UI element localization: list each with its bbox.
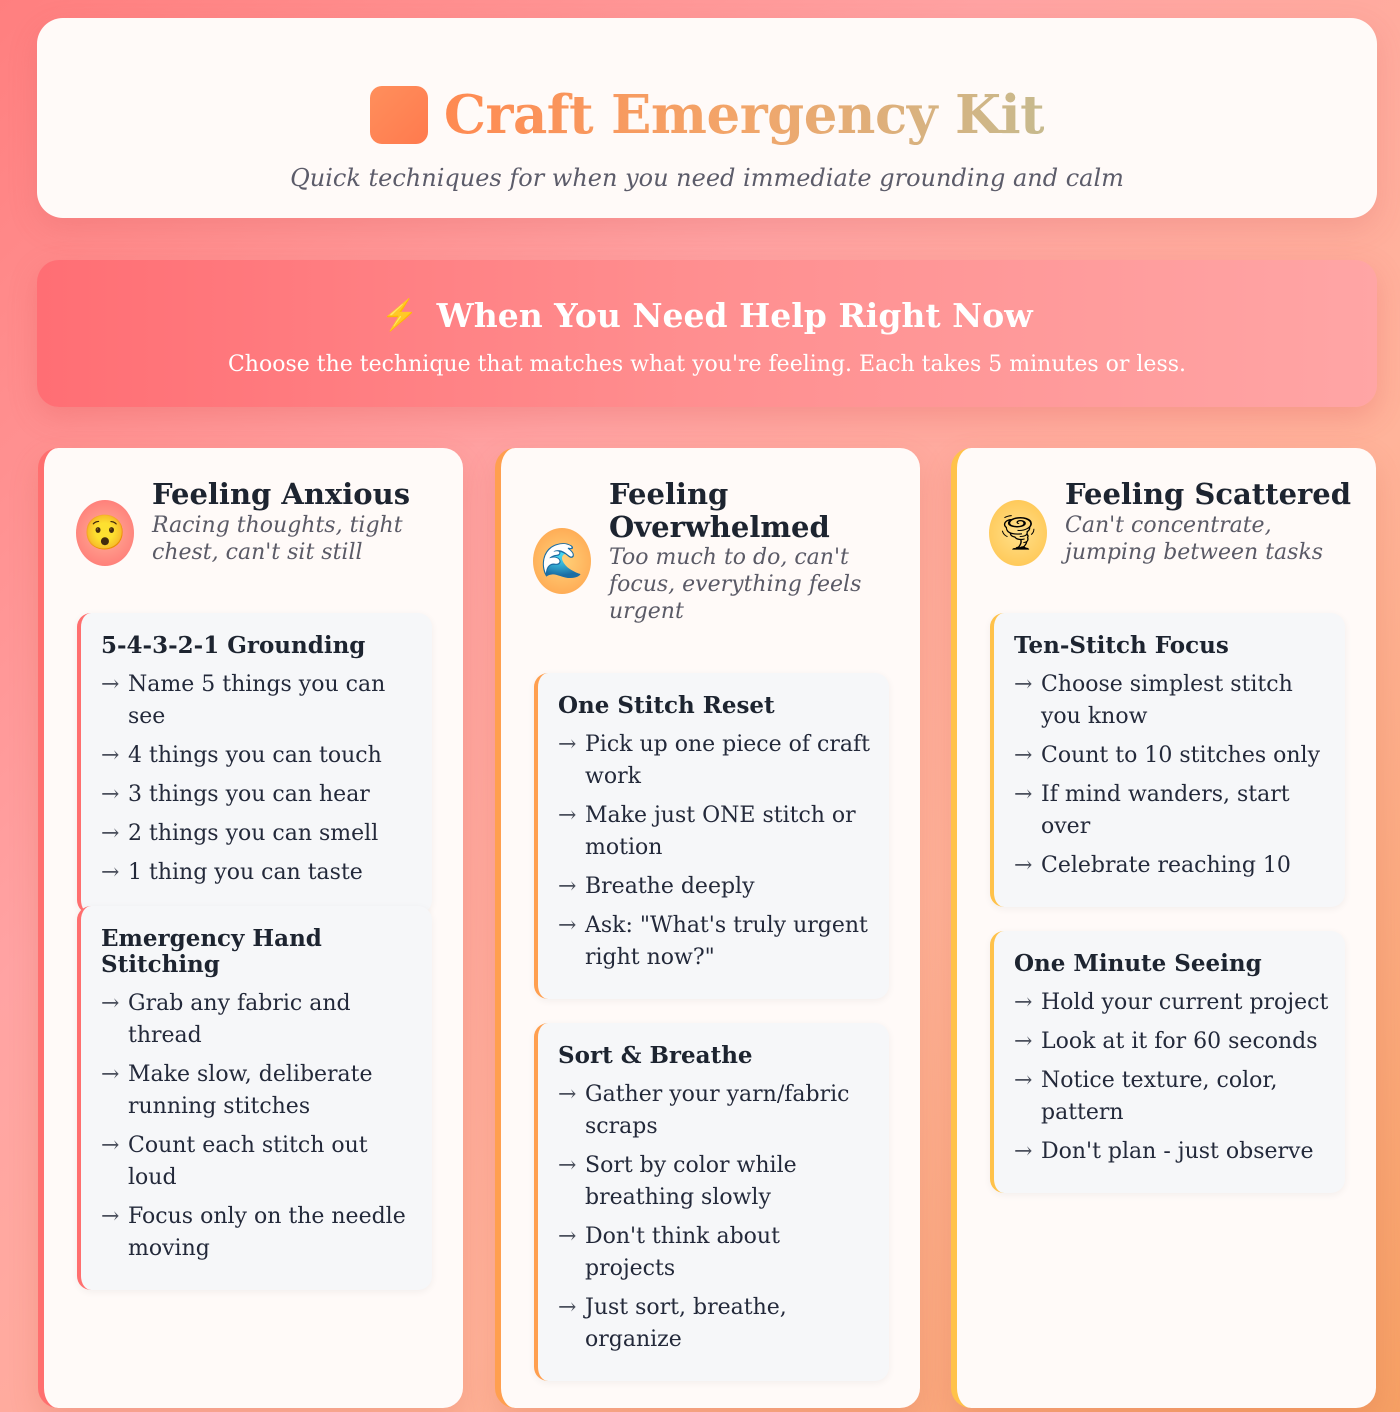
step-item [101, 988, 418, 1052]
step-text: 2 things you can smell [128, 821, 379, 846]
arrow-icon: → [1014, 782, 1033, 807]
step-text: Look at it for 60 seconds [1041, 1029, 1318, 1054]
step-item [101, 1130, 418, 1194]
technique-steps [101, 988, 418, 1265]
technique-steps [1014, 987, 1331, 1168]
banner-title: When You Need Help Right Now [436, 296, 1033, 335]
card-description: Racing thoughts, tight chest, can't sit still [152, 513, 403, 565]
lightning-icon: ⚡ [381, 298, 419, 333]
step-item [101, 857, 418, 889]
arrow-icon: → [1014, 1068, 1033, 1093]
technique-box [534, 673, 889, 999]
step-text: Name 5 things you can see [128, 672, 386, 729]
technique-box [990, 613, 1345, 907]
technique-box [77, 906, 432, 1290]
card-anxious [38, 448, 463, 1408]
page-title: Craft Emergency Kit [443, 84, 1045, 146]
arrow-icon: → [1014, 990, 1033, 1015]
arrow-icon: → [1014, 853, 1033, 878]
technique-title: Sort & Breathe [558, 1042, 753, 1069]
card-title: Feeling Scattered [1065, 477, 1352, 511]
card-description: Too much to do, can't focus, everything feels urgent [609, 545, 862, 624]
step-text: Gather your yarn/fabric scraps [585, 1082, 850, 1139]
craft-logo-icon [370, 86, 428, 144]
arrow-icon: → [101, 821, 120, 846]
step-item [558, 871, 875, 903]
step-text: Focus only on the needle moving [128, 1204, 406, 1261]
technique-box [990, 931, 1345, 1193]
step-item [101, 740, 418, 772]
technique-steps [101, 669, 418, 889]
card-scattered [951, 448, 1376, 1408]
technique-title: Ten-Stitch Focus [1014, 632, 1229, 659]
arrow-icon: → [1014, 743, 1033, 768]
step-text: Count to 10 stitches only [1041, 743, 1320, 768]
step-item [1014, 779, 1331, 843]
arrow-icon: → [101, 672, 120, 697]
arrow-icon: → [101, 991, 120, 1016]
step-text: Sort by color while breathing slowly [585, 1153, 797, 1210]
technique-title: Emergency Hand Stitching [101, 925, 322, 978]
step-text: Notice texture, color, pattern [1041, 1068, 1278, 1125]
step-item [558, 1150, 875, 1214]
arrow-icon: → [101, 743, 120, 768]
step-text: Choose simplest stitch you know [1041, 672, 1293, 729]
banner-text: Choose the technique that matches what you're feeling. Each takes 5 minutes or less. [227, 352, 1187, 377]
step-text: 1 thing you can taste [128, 860, 363, 885]
arrow-icon: → [1014, 672, 1033, 697]
step-text: Breathe deeply [585, 874, 755, 899]
help-banner [37, 260, 1377, 407]
step-text: Grab any fabric and thread [128, 991, 351, 1048]
title-row [37, 84, 1377, 146]
step-text: Ask: "What's truly urgent right now?" [585, 913, 868, 970]
step-item [101, 779, 418, 811]
arrow-icon: → [101, 1062, 120, 1087]
step-item [558, 800, 875, 864]
arrow-icon: → [1014, 1029, 1033, 1054]
technique-title: 5-4-3-2-1 Grounding [101, 632, 366, 659]
step-item [1014, 1065, 1331, 1129]
step-text: If mind wanders, start over [1041, 782, 1290, 839]
arrow-icon: → [558, 1082, 577, 1107]
banner-title-row [37, 296, 1377, 335]
step-item [101, 1201, 418, 1265]
step-text: Don't think about projects [585, 1224, 780, 1281]
technique-title: One Minute Seeing [1014, 950, 1262, 977]
arrow-icon: → [101, 1204, 120, 1229]
card-overwhelmed [495, 448, 920, 1408]
technique-box [534, 1023, 889, 1381]
step-text: Don't plan - just observe [1041, 1139, 1314, 1164]
arrow-icon: → [558, 1295, 577, 1320]
step-item [1014, 850, 1331, 882]
step-text: Pick up one piece of craft work [585, 732, 870, 789]
step-item [1014, 740, 1331, 772]
header-card [37, 18, 1377, 218]
step-item [101, 669, 418, 733]
arrow-icon: → [1014, 1139, 1033, 1164]
arrow-icon: → [558, 913, 577, 938]
step-text: Just sort, breathe, organize [585, 1295, 787, 1352]
step-item [101, 818, 418, 850]
step-item [1014, 1026, 1331, 1058]
wave-icon: 🌊 [533, 528, 591, 594]
step-text: Celebrate reaching 10 [1041, 853, 1291, 878]
arrow-icon: → [101, 782, 120, 807]
step-item [558, 1079, 875, 1143]
arrow-icon: → [558, 1153, 577, 1178]
step-item [101, 1059, 418, 1123]
step-item [1014, 1136, 1331, 1168]
step-text: Hold your current project [1041, 990, 1329, 1015]
surprised-face-icon: 😯 [76, 500, 134, 566]
technique-steps [558, 729, 875, 974]
step-item [558, 1292, 875, 1356]
card-title: Feeling Anxious [152, 477, 411, 511]
step-text: Count each stitch out loud [128, 1133, 368, 1190]
step-item [558, 910, 875, 974]
arrow-icon: → [558, 1224, 577, 1249]
step-item [1014, 987, 1331, 1019]
arrow-icon: → [558, 874, 577, 899]
tornado-icon: 🌪 [989, 500, 1047, 566]
arrow-icon: → [101, 860, 120, 885]
step-text: 3 things you can hear [128, 782, 370, 807]
card-description: Can't concentrate, jumping between tasks [1065, 513, 1324, 565]
arrow-icon: → [558, 732, 577, 757]
technique-box [77, 613, 432, 914]
step-item [558, 1221, 875, 1285]
card-title: Feeling Overwhelmed [609, 477, 830, 544]
technique-steps [1014, 669, 1331, 882]
arrow-icon: → [101, 1133, 120, 1158]
technique-steps [558, 1079, 875, 1356]
step-item [1014, 669, 1331, 733]
technique-title: One Stitch Reset [558, 692, 775, 719]
step-text: 4 things you can touch [128, 743, 382, 768]
step-item [558, 729, 875, 793]
arrow-icon: → [558, 803, 577, 828]
step-text: Make just ONE stitch or motion [585, 803, 856, 860]
step-text: Make slow, deliberate running stitches [128, 1062, 373, 1119]
page-subtitle: Quick techniques for when you need immediate grounding and calm [290, 164, 1124, 192]
